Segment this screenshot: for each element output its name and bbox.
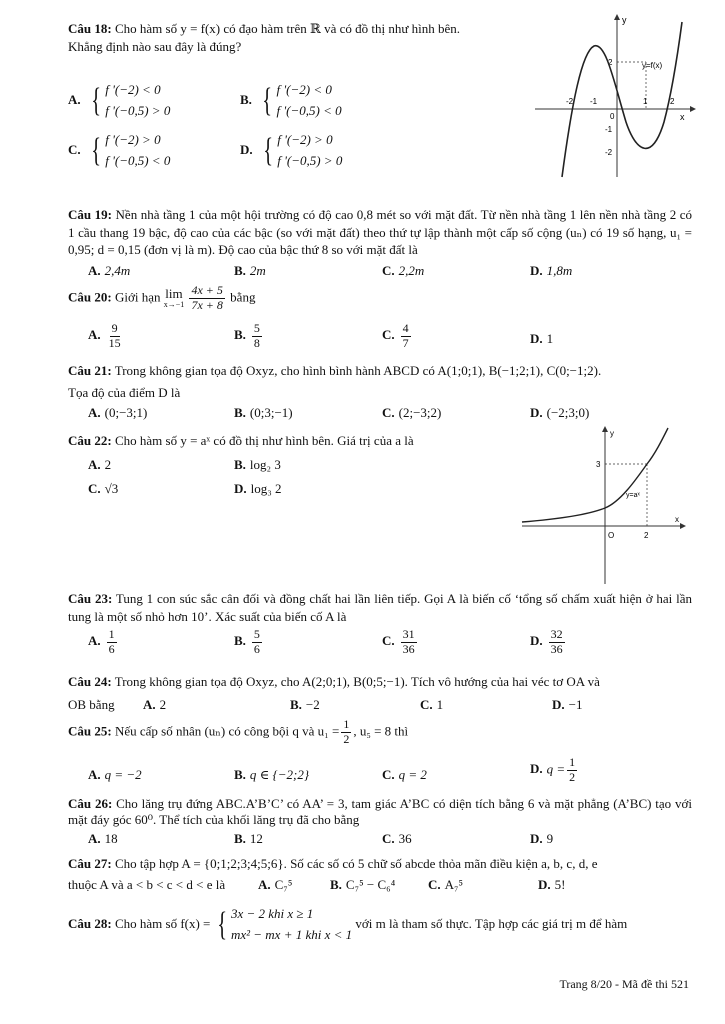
limit-symbol: lim <box>165 285 183 301</box>
question-text: Trong không gian tọa độ Oxyz, cho hình bình hành ABCD có A(1;0;1), B(−1;2;1), C(0;−1;2). <box>114 363 602 378</box>
question-25: Câu 25: Nếu cấp số nhân (uₙ) có công bội q và u₁ = $\frac{1}{2}$ , u₅ = 8 thì <box>68 717 409 746</box>
question-26 <box>68 796 692 829</box>
q24-option-d[interactable]: D. −1 <box>552 697 583 712</box>
q26-option-a[interactable]: A. 18 <box>88 831 118 846</box>
question-label: Câu 22: <box>68 433 112 448</box>
y-axis-label: y <box>622 15 627 25</box>
question-19 <box>68 206 692 259</box>
q19-option-b[interactable]: B. 2m <box>234 263 266 278</box>
q27-option-c[interactable]: C. A₇⁵ <box>428 877 464 892</box>
y-tick: -1 <box>605 125 613 134</box>
curve-label: y=f(x) <box>642 61 663 70</box>
origin-label: 0 <box>610 112 615 121</box>
q19-option-d[interactable]: D. 1,8m <box>530 263 573 278</box>
q20-option-b[interactable]: B. $\frac{5}{8}$ <box>234 321 260 350</box>
q20-option-c[interactable]: C. $\frac{4}{7}$ <box>382 321 409 350</box>
question-label: Câu 24: <box>68 674 112 689</box>
q25-option-d[interactable]: D. q = $\frac{1}{2}$ <box>530 755 576 784</box>
q24-option-b[interactable]: B. −2 <box>290 697 320 712</box>
question-text: Cho lăng trụ đứng ABC.A’B’C’ có AA’ = 3, tam giác A’BC có diện tích bằng 6 và mặt phẳng (A’BC) tạo với mặt đáy góc 60⁰. Thể tích của khối lăng trụ đã cho bằng <box>68 796 693 828</box>
y-tick: -2 <box>605 148 613 157</box>
y-tick: 2 <box>608 58 613 67</box>
question-text: Cho hàm số y = aˣ có đồ thị như hình bên. Giá trị của a là <box>114 433 414 448</box>
q22-option-b[interactable]: B. log₂ 3 <box>234 457 281 472</box>
x-tick: 1 <box>643 97 648 106</box>
q18-option-b[interactable]: B. { f '(−2) < 0 f '(−0,5) < 0 <box>240 81 342 119</box>
q21-option-a[interactable]: A. (0;−3;1) <box>88 405 148 420</box>
question-label: Câu 18: <box>68 21 112 36</box>
q19-option-c[interactable]: C. 2,2m <box>382 263 425 278</box>
question-28: Câu 28: Cho hàm số f(x) = { 3x − 2 khi x ≥ 1 mx² − mx + 1 khi x < 1 với m là tham số thực. Tập hợp các giá trị m để hàm <box>68 904 692 946</box>
question-label: Câu 19: <box>68 207 112 222</box>
q26-option-b[interactable]: B. 12 <box>234 831 263 846</box>
q23-option-d[interactable]: D. $\frac{32}{36}$ <box>530 627 563 656</box>
question-18 <box>68 20 528 55</box>
question-label: Câu 28: <box>68 915 112 931</box>
question-27-line2: thuộc A và a < b < c < d < e là <box>68 877 226 892</box>
q18-option-c[interactable]: C. { f '(−2) > 0 f '(−0,5) < 0 <box>68 131 171 169</box>
q27-option-b[interactable]: B. C₇⁵ − C₆⁴ <box>330 877 396 892</box>
x-tick: 2 <box>670 97 675 106</box>
q27-option-a[interactable]: A. C₇⁵ <box>258 877 293 892</box>
limit-sub: x→−1 <box>163 300 185 310</box>
q22-option-c[interactable]: C. √3 <box>88 481 119 496</box>
x-tick: -2 <box>566 97 574 106</box>
page-footer: Trang 8/20 - Mã đề thi 521 <box>559 977 689 991</box>
q25-option-c[interactable]: C. q = 2 <box>382 767 427 782</box>
q22-graph <box>520 426 690 588</box>
q22-option-a[interactable]: A. 2 <box>88 457 112 472</box>
q24-option-c[interactable]: C. 1 <box>420 697 444 712</box>
curve-label: y=aˣ <box>626 492 640 499</box>
q18-option-a[interactable]: A. { f '(−2) < 0 f '(−0,5) > 0 <box>68 81 171 119</box>
function-curve <box>562 22 682 177</box>
question-text: Trong không gian tọa độ Oxyz, cho A(2;0;1), B(0;5;−1). Tích vô hướng của hai véc tơ OA và <box>114 674 600 689</box>
q19-option-a[interactable]: A. 2,4m <box>88 263 131 278</box>
q27-option-d[interactable]: D. 5! <box>538 877 566 892</box>
q18-graph <box>530 12 700 182</box>
question-24-line2: OB bằng <box>68 697 115 712</box>
q20-option-d[interactable]: D. 1 <box>530 331 554 346</box>
question-23 <box>68 590 692 625</box>
question-text: Tung 1 con súc sắc cân đối và đồng chất hai lần liên tiếp. Gọi A là biến cố ‘tổng số chấm xuất hiện ở hai lần tung là một số nhỏ hơn 10’. Xác suất của biến cố A là <box>68 591 693 624</box>
q22-option-d[interactable]: D. log₃ 2 <box>234 481 282 496</box>
question-label: Câu 20: <box>68 289 112 305</box>
q26-option-d[interactable]: D. 9 <box>530 831 554 846</box>
function-curve <box>522 428 668 522</box>
q21-option-d[interactable]: D. (−2;3;0) <box>530 405 590 420</box>
question-label: Câu 27: <box>68 856 112 871</box>
question-text-2: Tọa độ của điểm D là <box>68 384 181 400</box>
x-tick: -1 <box>590 97 598 106</box>
question-label: Câu 21: <box>68 363 112 378</box>
question-label: Câu 25: <box>68 723 112 739</box>
q24-option-a[interactable]: A. 2 <box>143 697 167 712</box>
q25-option-b[interactable]: B. q ∈ {−2;2} <box>234 767 310 782</box>
x-axis-label: x <box>680 112 685 122</box>
question-text: Nền nhà tầng 1 của một hội trường có độ cao 0,8 mét so với mặt đất. Từ nền nhà tầng 1 lên nền nhà tầng 2 có 1 cầu thang 19 bậc, độ cao của các bậc (so với mặt đất) theo thứ tự lập thành một cấp số cộng (uₙ) có 19 số hạng, u₁ = 0,95; d = 0,15 (đơn vị là m). Độ cao của bậc thứ 8 so với mặt đất là <box>68 207 692 258</box>
q26-option-c[interactable]: C. 36 <box>382 831 412 846</box>
case-2: mx² − mx + 1 khi x < 1 <box>230 926 353 942</box>
question-20: Câu 20: Giới hạn lim x→−1 $\frac{4x + 5}{7x + 8}$ bằng <box>68 283 256 312</box>
q23-option-c[interactable]: C. $\frac{31}{36}$ <box>382 627 415 656</box>
q21-option-c[interactable]: C. (2;−3;2) <box>382 405 442 420</box>
question-label: Câu 26: <box>68 796 113 811</box>
x-axis-label: x <box>675 515 679 524</box>
question-22 <box>68 432 508 450</box>
question-21 <box>68 362 692 406</box>
case-1: 3x − 2 khi x ≥ 1 <box>230 906 314 921</box>
x-tick: 2 <box>644 531 649 540</box>
question-27 <box>68 852 692 877</box>
question-label: Câu 23: <box>68 591 113 606</box>
q25-option-a[interactable]: A. q = −2 <box>88 767 142 782</box>
q18-option-d[interactable]: D. { f '(−2) > 0 f '(−0,5) > 0 <box>240 131 343 169</box>
question-text-2: Khẳng định nào sau đây là đúng? <box>68 38 242 54</box>
q21-option-b[interactable]: B. (0;3;−1) <box>234 405 293 420</box>
y-axis-label: y <box>610 429 614 438</box>
question-text: Cho hàm số y = f(x) có đạo hàm trên ℝ và có đồ thị như hình bên. <box>114 21 461 36</box>
q23-option-b[interactable]: B. $\frac{5}{6}$ <box>234 627 260 656</box>
origin-label: O <box>608 531 615 540</box>
q23-option-a[interactable]: A. $\frac{1}{6}$ <box>88 627 115 656</box>
y-tick: 3 <box>596 460 601 469</box>
question-24 <box>68 670 692 695</box>
question-text: Cho tập hợp A = {0;1;2;3;4;5;6}. Số các số có 5 chữ số abcde thỏa mãn điều kiện a, b, c, d, e <box>114 856 598 871</box>
q20-option-a[interactable]: A. $\frac{9}{15}$ <box>88 321 121 350</box>
